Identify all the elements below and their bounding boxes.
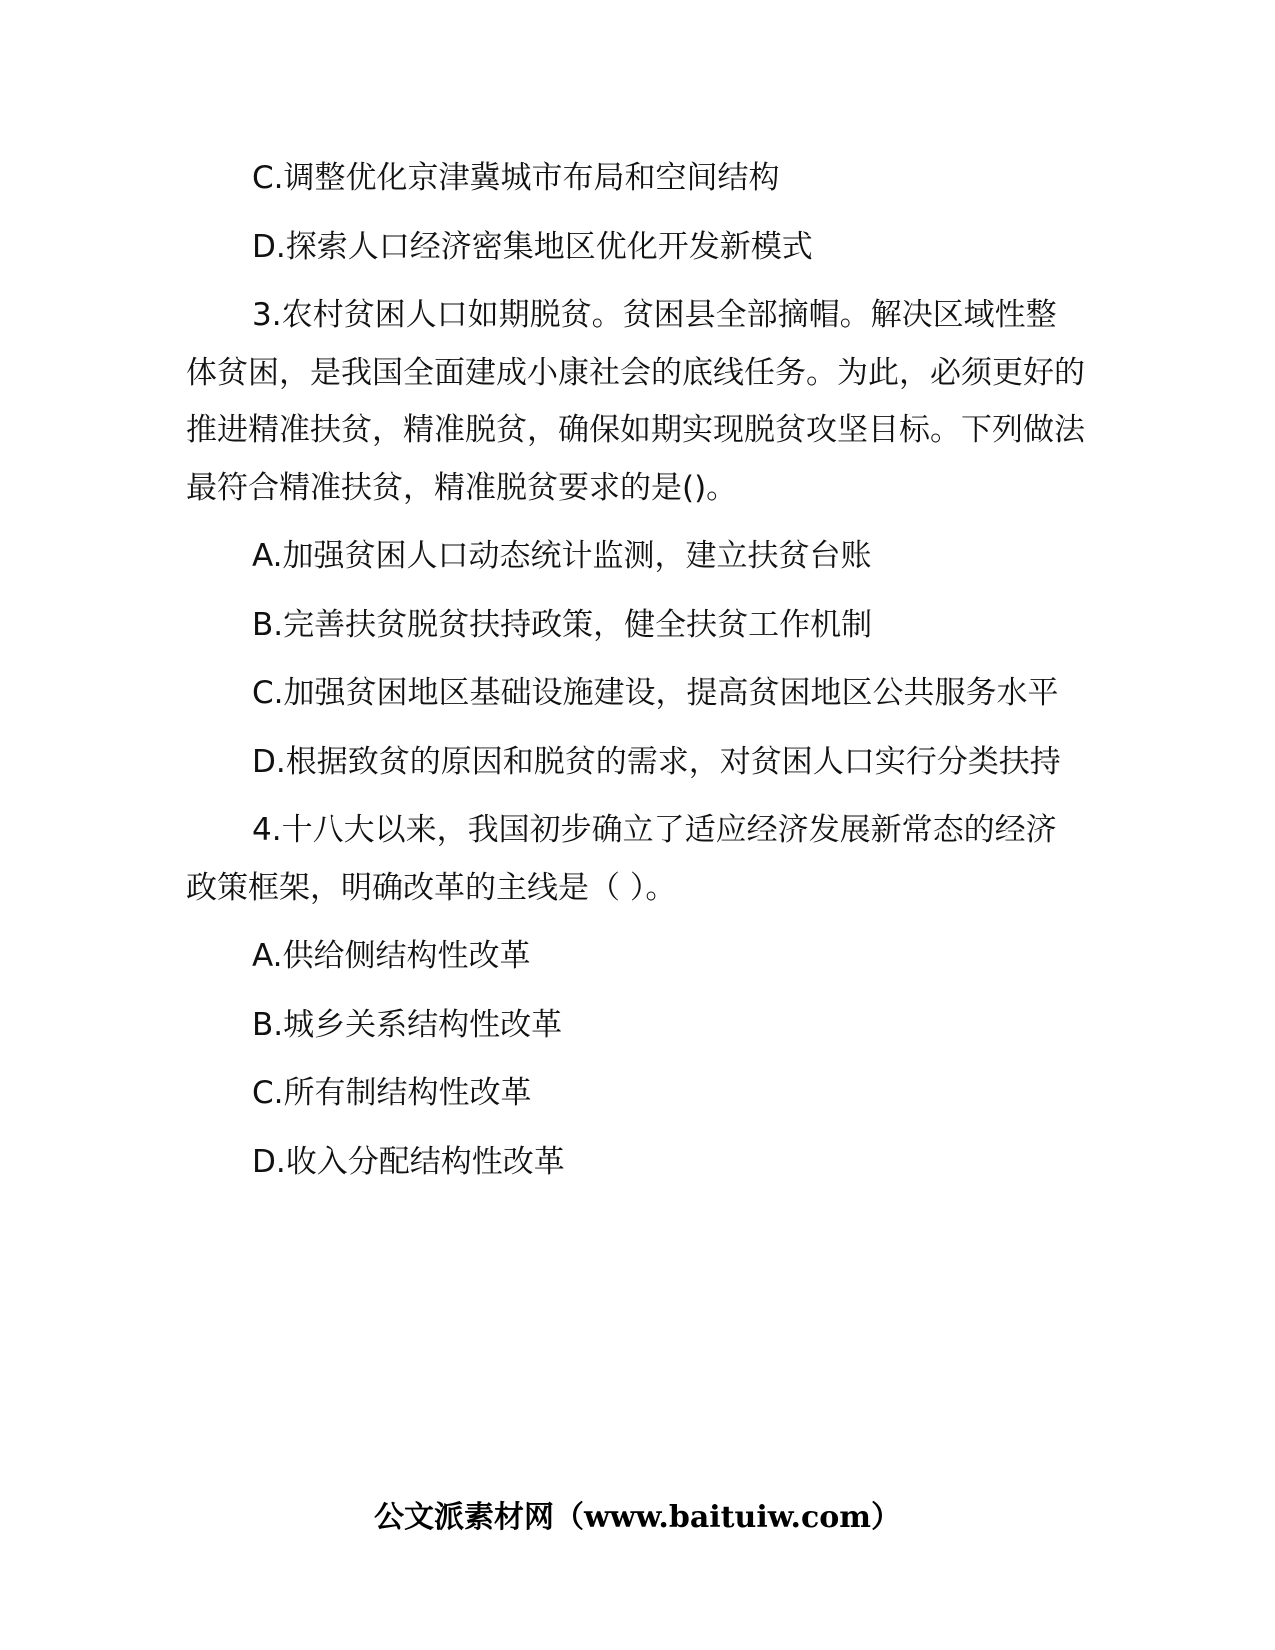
question-3: 3.农村贫困人口如期脱贫。贫困县全部摘帽。解决区域性整体贫困，是我国全面建成小康社会的底线任务。为此，必须更好的推进精准扶贫，精准脱贫，确保如期实现脱贫攻坚目标。下列做法最符合精准扶贫，精准脱贫要求的是()。 [186, 297, 1085, 506]
option-d-q4: D.收入分配结构性改革 [252, 1143, 565, 1180]
page-footer: 公文派素材网（www.baituiw.com） [373, 1500, 902, 1535]
option-a-q3: A.加强贫困人口动态统计监测，建立扶贫台账 [252, 538, 872, 574]
option-b-q3: B.完善扶贫脱贫扶持政策，健全扶贫工作机制 [252, 606, 873, 643]
option-d-q2: D.探索人口经济密集地区优化开发新模式 [252, 228, 813, 265]
question-4: 4.十八大以来，我国初步确立了适应经济发展新常态的经济政策框架，明确改革的主线是（ ）。 [186, 812, 1057, 906]
option-b-q4: B.城乡关系结构性改革 [252, 1006, 563, 1043]
document-body [186, 150, 1086, 1191]
option-a-q4: A.供给侧结构性改革 [252, 938, 531, 974]
option-c-q3: C.加强贫困地区基础设施建设，提高贫困地区公共服务水平 [252, 675, 1059, 711]
option-d-q3: D.根据致贫的原因和脱贫的需求，对贫困人口实行分类扶持 [252, 743, 1061, 780]
option-c-q4: C.所有制结构性改革 [252, 1075, 532, 1111]
option-c-q2: C.调整优化京津冀城市布局和空间结构 [252, 160, 780, 196]
